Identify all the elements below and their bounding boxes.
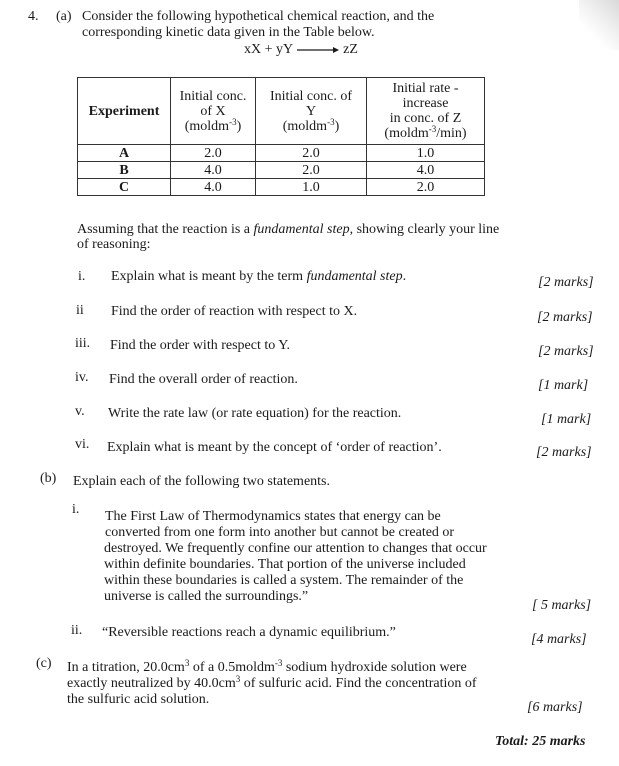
item-number: i.	[78, 269, 86, 284]
item-text: Find the overall order of reaction.	[109, 372, 298, 387]
total-marks: Total: 25 marks	[495, 734, 586, 749]
part-b-item1-marks: [ 5 marks]	[532, 598, 592, 613]
header-rate-unit: (moldm$^{-3}$/min)	[384, 124, 467, 141]
equation-reactants: xX + yY	[244, 42, 294, 57]
item-marks: [2 marks]	[537, 310, 593, 325]
part-b-label: (b)	[40, 471, 57, 486]
part-a-intro-line2: corresponding kinetic data given in the Table below.	[82, 25, 375, 40]
reaction-equation	[244, 42, 358, 57]
cell-conc-x: 4.0	[171, 162, 256, 179]
part-a-intro-line1: Consider the following hypothetical chemical reaction, and the	[82, 9, 435, 24]
item-number: v.	[75, 404, 85, 419]
header-conc-y-line2: Y	[305, 103, 317, 119]
part-c-line3: the sulfuric acid solution.	[67, 692, 210, 707]
table-row	[78, 162, 485, 179]
header-rate-line1: Initial rate -	[392, 81, 459, 96]
part-c-line2: exactly neutralized by $40.0cm^3$ of sulfuric acid. Find the concentration of	[67, 674, 477, 691]
header-rate-line2: increase	[402, 96, 449, 111]
part-b-item2-text: “Reversible reactions reach a dynamic equilibrium.”	[102, 625, 396, 640]
header-conc-x-unit: (moldm$^{-3}$)	[184, 116, 242, 134]
part-b-item1-line4: within definite boundaries. That portion of the universe included	[104, 557, 466, 572]
cell-experiment: C	[78, 179, 171, 196]
part-b-item1-line6: universe is called the surroundings.”	[104, 589, 309, 604]
item-text: Explain what is meant by the concept of ‘order of reaction’.	[107, 440, 442, 455]
header-conc-x	[171, 78, 256, 145]
header-initial-rate	[367, 78, 485, 145]
cell-rate: 2.0	[367, 179, 485, 196]
part-c-label: (c)	[36, 656, 52, 671]
header-rate-line3: in conc. of Z	[389, 111, 462, 126]
table-row	[78, 145, 485, 162]
item-marks: [2 marks]	[536, 445, 592, 460]
part-c-line1: In a titration, $20.0cm^3$ of a 0.5moldm$^{-3}$ sodium hydroxide solution were	[67, 658, 467, 675]
part-b-item1-line5: within these boundaries is called a system. The remainder of the	[104, 573, 464, 588]
part-b-item2-number: ii.	[71, 623, 83, 638]
part-b-item1-number: i.	[72, 502, 80, 517]
part-a-label: (a)	[56, 9, 72, 24]
item-number: vi.	[75, 437, 90, 452]
equation-products: zZ	[343, 42, 358, 57]
kinetic-data-table	[77, 77, 485, 196]
cell-experiment: B	[78, 162, 171, 179]
part-b-item1-line3: destroyed. We frequently confine our attention to changes that occur	[104, 541, 487, 556]
cell-conc-y: 2.0	[256, 162, 367, 179]
header-experiment: Experiment	[78, 78, 171, 145]
cell-experiment: A	[78, 145, 171, 162]
part-c-marks: [6 marks]	[527, 700, 583, 715]
item-marks: [2 marks]	[538, 275, 594, 290]
item-marks: [1 mark]	[538, 378, 589, 393]
part-b-item1-line1: The First Law of Thermodynamics states that energy can be	[105, 509, 441, 524]
item-text: Find the order with respect to Y.	[110, 338, 291, 353]
item-marks: [1 mark]	[541, 412, 592, 427]
cell-rate: 4.0	[367, 162, 485, 179]
question-number: 4.	[28, 9, 39, 24]
item-text: Explain what is meant by the term fundamental step.	[111, 269, 407, 284]
cell-conc-x: 4.0	[171, 179, 256, 196]
table-header-row	[78, 78, 485, 145]
assumption-line1: Assuming that the reaction is a fundamental step, showing clearly your line	[77, 222, 500, 237]
header-conc-x-line1: Initial conc.	[179, 88, 247, 104]
assumption-line2: of reasoning:	[77, 237, 151, 252]
cell-rate: 1.0	[367, 145, 485, 162]
item-text: Write the rate law (or rate equation) for the reaction.	[108, 406, 402, 421]
header-conc-y-line1: Initial conc. of	[269, 88, 353, 104]
header-conc-y	[256, 78, 367, 145]
cell-conc-y: 1.0	[256, 179, 367, 196]
part-b-item1-line2: converted from one form into another but cannot be created or	[105, 525, 455, 540]
header-conc-y-unit: (moldm$^{-3}$)	[282, 116, 340, 134]
item-number: iv.	[75, 370, 89, 385]
reaction-arrow-icon	[297, 46, 339, 54]
header-conc-x-line2: of X	[200, 103, 226, 119]
part-b-intro: Explain each of the following two statements.	[73, 474, 330, 489]
item-text: Find the order of reaction with respect to X.	[111, 304, 358, 319]
item-number: iii.	[75, 336, 91, 351]
part-b-item2-marks: [4 marks]	[531, 632, 587, 647]
cell-conc-y: 2.0	[256, 145, 367, 162]
table-row	[78, 179, 485, 196]
item-number: ii	[76, 303, 84, 318]
page-corner-shadow	[579, 0, 619, 50]
item-marks: [2 marks]	[538, 344, 594, 359]
cell-conc-x: 2.0	[171, 145, 256, 162]
